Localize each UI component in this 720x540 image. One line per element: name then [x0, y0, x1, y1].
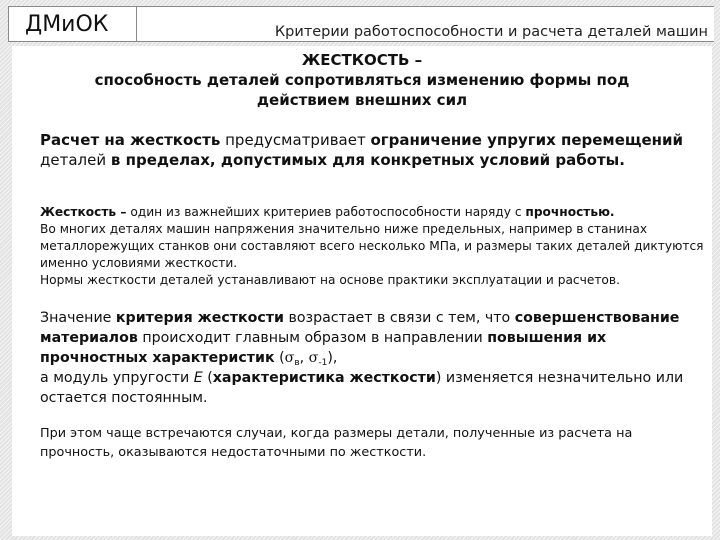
- stiffness-calculation-paragraph: [40, 130, 690, 170]
- heading-line-2: способность деталей сопротивляться изменению формы под: [94, 71, 630, 89]
- slide-header-title: Критерии работоспособности и расчета деталей машин: [136, 6, 714, 42]
- slide-content: [12, 46, 712, 536]
- sigma-symbol: σ: [284, 350, 295, 366]
- paragraph-line: [40, 204, 705, 221]
- text: Значение: [40, 310, 116, 326]
- subscript: в: [294, 358, 300, 368]
- bold-text: совершенствование материалов: [40, 310, 680, 346]
- insufficient-stiffness-paragraph: При этом чаще встречаются случаи, когда размеры детали, полученные из расчета на прочность, оказываются недостаточными по жесткости.: [40, 426, 633, 460]
- slide-heading: [12, 50, 712, 110]
- course-logo: ДМиОК: [8, 6, 136, 42]
- stiffness-definition-paragraph: [40, 204, 705, 289]
- text: ) изменяется незначительно или остается постоянным.: [40, 370, 684, 406]
- bold-text: прочностью.: [525, 205, 615, 219]
- header-divider: [136, 6, 137, 42]
- text: а модуль упругости: [40, 370, 194, 386]
- text: предусматривает: [220, 131, 371, 149]
- text: один из важнейших критериев работоспособности наряду с: [126, 205, 526, 219]
- text: ),: [327, 350, 338, 366]
- text: возрастает в связи с тем, что: [283, 310, 515, 326]
- bold-text: Расчет на жесткость: [40, 131, 221, 149]
- subscript: -1: [318, 358, 328, 368]
- bold-text: критерия жесткости: [115, 310, 284, 326]
- bold-text: повышения их прочностных характеристик: [40, 330, 607, 366]
- sigma-symbol: σ: [308, 350, 319, 366]
- modulus-symbol: E: [193, 370, 203, 386]
- stiffness-criterion-paragraph: [40, 308, 690, 408]
- text: ,: [299, 350, 309, 366]
- heading-line-3: действием внешних сил: [256, 91, 468, 109]
- text: (: [274, 350, 285, 366]
- bold-text: характеристика жесткости: [212, 370, 436, 386]
- text: происходит главным образом в направлении: [137, 330, 488, 346]
- bold-text: ограничение упругих перемещений: [370, 131, 684, 149]
- bold-text: в пределах, допустимых для конкретных условий работы.: [110, 151, 625, 169]
- text: (: [202, 370, 213, 386]
- paragraph-line: Нормы жесткости деталей устанавливают на основе практики эксплуатации и расчетов.: [40, 273, 620, 287]
- text: деталей: [40, 151, 111, 169]
- heading-line-1: ЖЕСТКОСТЬ –: [301, 51, 423, 69]
- bold-text: Жесткость –: [40, 205, 127, 219]
- paragraph-line: Во многих деталях машин напряжения значительно ниже предельных, например в станинах металлорежущих станков они составляют всего несколько МПа, и размеры таких деталей диктуются именно условиями жесткости.: [40, 222, 704, 270]
